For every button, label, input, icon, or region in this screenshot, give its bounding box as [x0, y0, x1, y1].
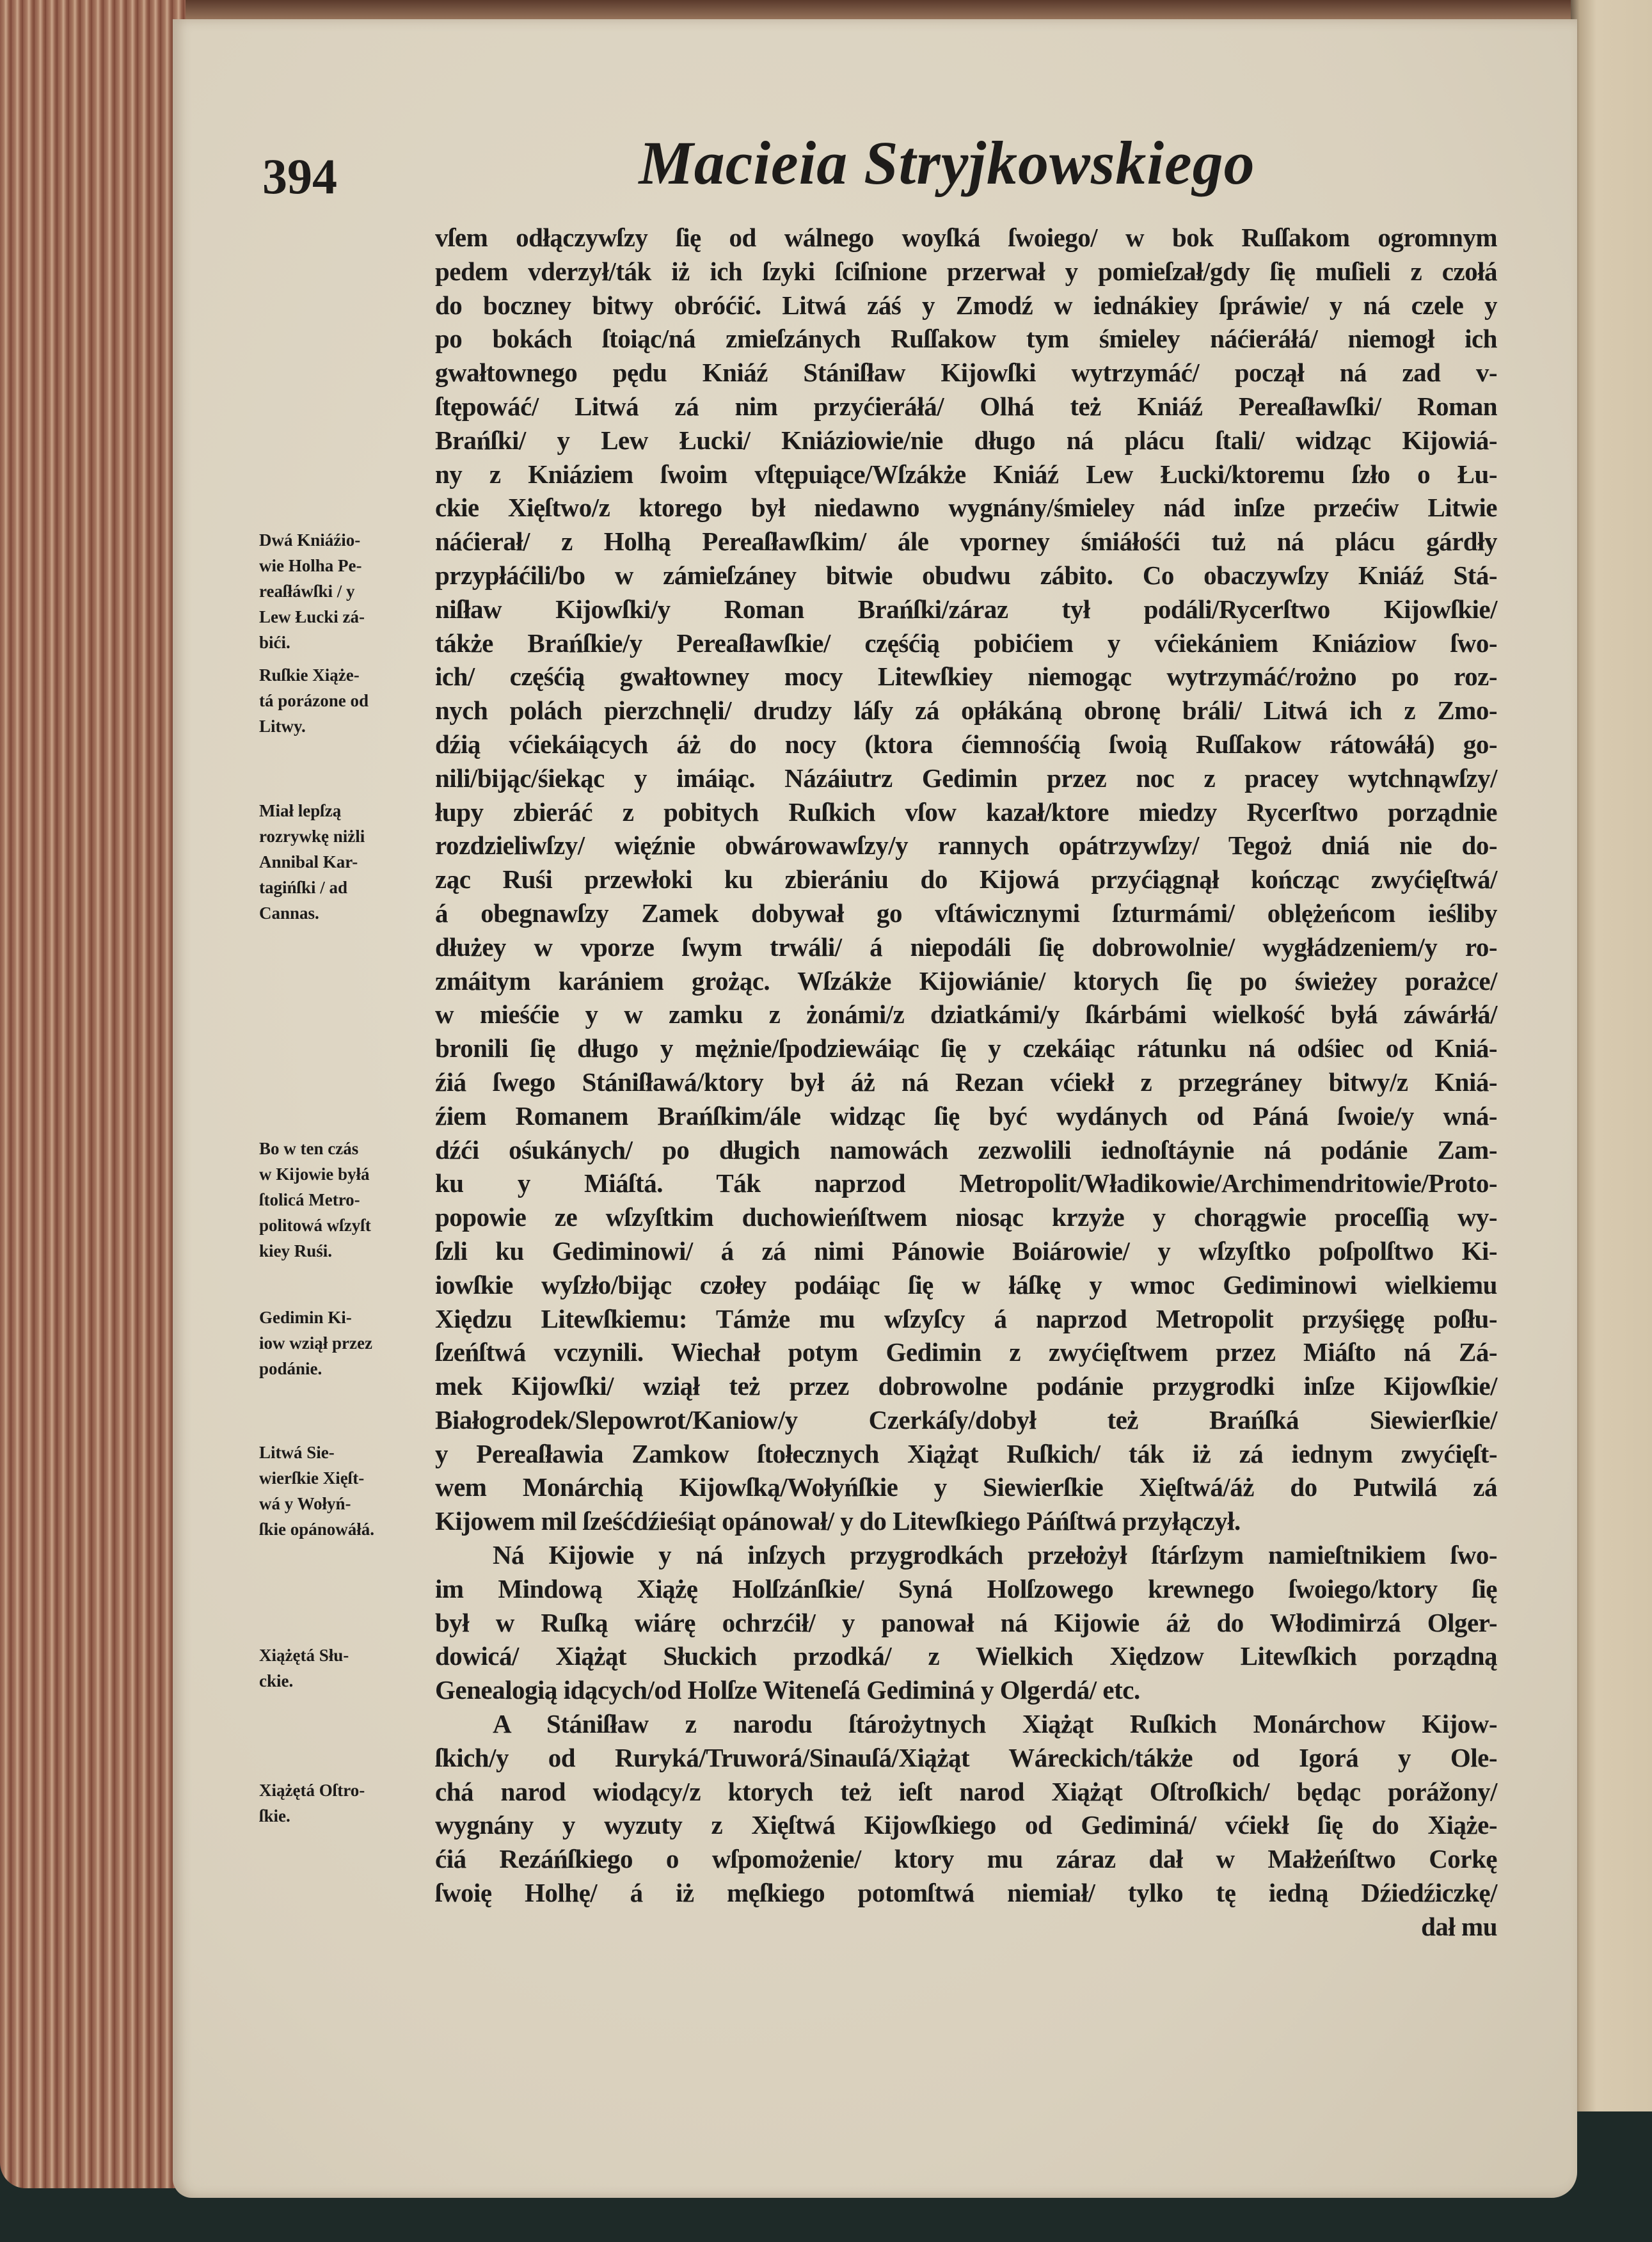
- text-line: mek Kijowſki/ wziął też przez dobrowolne podánie przygrodki inſze Kijowſkie/: [435, 1371, 1497, 1401]
- text-line: bronili ſię długo y mężnie/ſpodziewáiąc ſię y czekáiąc rátunku ná odśiec od Kniá-: [435, 1033, 1497, 1063]
- text-line: Kijowem mil ſześćdźieśiąt opánował/ y do Litewſkiego Páńſtwá przyłączył.: [435, 1506, 1241, 1536]
- running-title: Macieia Stryjkowskiego: [639, 129, 1255, 197]
- text-line: Ná Kijowie y ná inſzych przygrodkách przełożył ſtárſzym namieſtnikiem ſwo-: [493, 1540, 1497, 1570]
- margin-note-line: wá y Wołyń-: [259, 1493, 351, 1513]
- margin-note-line: podánie.: [259, 1358, 322, 1378]
- margin-note-line: tagińſki / ad: [259, 877, 348, 897]
- text-line: ſkich/y od Ruryká/Truworá/Sinauſá/Xiążąt Wáreckich/tákże od Igorá y Ole-: [435, 1742, 1497, 1772]
- text-line: tákże Brańſkie/y Pereaſławſkie/ częśćią pobićiem y vćiekániem Kniáziow ſwo-: [435, 628, 1497, 658]
- margin-note-line: ſtolicá Metro-: [259, 1189, 360, 1209]
- text-line: ku y Miáſtá. Ták naprzod Metropolit/Władikowie/Archimendritowie/Proto-: [435, 1168, 1497, 1198]
- text-line: źiá ſwego Stániſławá/ktory był áż ná Rezan vćiekł z przegráney bitwy/z Kniá-: [435, 1067, 1497, 1097]
- text-line: á obegnawſzy Zamek dobywał go vſtáwicznymi ſzturmámi/ oblężeńcom ieśliby: [435, 898, 1497, 928]
- text-line: chá narod wiodący/z ktorych też ieſt narod Xiążąt Oſtroſkich/ będąc porážony/: [435, 1776, 1497, 1806]
- margin-note-line: Cannas.: [259, 903, 319, 923]
- margin-note-line: reaſłáwſki / y: [259, 582, 355, 601]
- margin-note-line: Litwy.: [259, 717, 306, 736]
- margin-note-line: wierſkie Xięſt-: [259, 1468, 365, 1488]
- text-line: Genealogią idących/od Holſze Witeneſá Gediminá y Olgerdá/ etc.: [435, 1675, 1140, 1705]
- text-line: dźią vćiekáiących áż do nocy (ktora ćiemnośćią ſwoią Ruſſakow rátowáłá) go-: [435, 729, 1497, 759]
- margin-note: [259, 662, 416, 739]
- text-line: pedem vderzył/ták iż ich ſzyki ſciſnione przerwał y pomieſzał/gdy ſię muſieli z czołá: [435, 256, 1497, 286]
- margin-note: [259, 1642, 416, 1694]
- text-line: ſzli ku Gediminowi/ á zá nimi Pánowie Boiárowie/ y wſzyſtko poſpolſtwo Ki-: [435, 1236, 1497, 1266]
- margin-note-line: kiey Ruśi.: [259, 1241, 333, 1260]
- text-line: ćiá Rezáńſkiego o wſpomożenie/ ktory mu záraz dał w Małżeńſtwo Corkę: [435, 1844, 1497, 1874]
- margin-note-line: Dwá Kniáźio-: [259, 530, 361, 550]
- text-line: dłużey w vporze ſwym trwáli/ á niepodáli ſię dobrowolnie/ wygłádzeniem/y ro-: [435, 932, 1497, 962]
- text-line: A Stániſław z narodu ſtárożytnych Xiążąt Ruſkich Monárchow Kijow-: [493, 1709, 1497, 1739]
- text-line: nych polách pierzchnęli/ drudzy láſy zá opłákáną obronę bráli/ Litwá ich z Zmo-: [435, 696, 1497, 726]
- margin-note: [259, 1136, 416, 1264]
- text-line: ſtępowáć/ Litwá zá nim przyćieráłá/ Olhá też Kniáź Pereaſławſki/ Roman: [435, 391, 1497, 421]
- text-line: Xiędzu Litewſkiemu: Támże mu wſzyſcy á naprzod Metropolit przyśięgę poſłu-: [435, 1303, 1497, 1333]
- margin-note-line: Ruſkie Xiąże-: [259, 665, 360, 685]
- margin-note: [259, 1777, 416, 1829]
- text-line: po bokách ſtoiąc/ná zmieſzánych Ruſſakow tym śmieley náćieráłá/ niemogł ich: [435, 324, 1497, 354]
- text-line: iowſkie wyſzło/bijąc czołey podáiąc ſię w łáſkę y wmoc Gediminowi wielkiemu: [435, 1269, 1497, 1300]
- text-line: przypłáćili/bo w zámieſzáney bitwie obudwu zábito. Co obaczywſzy Kniáź Stá-: [435, 560, 1497, 590]
- catchword: dał mu: [1421, 1911, 1497, 1941]
- text-line: ny z Kniáziem ſwoim vſtępuiące/Wſzákże Kniáź Lew Łucki/ktoremu ſzło o Łu-: [435, 459, 1497, 489]
- text-line: im Mindową Xiążę Holſzánſkie/ Syná Holſzowego krewnego ſwoiego/ktory ſię: [435, 1573, 1497, 1603]
- margin-note-line: ſkie.: [259, 1806, 290, 1825]
- margin-note-line: iow wziął przez: [259, 1333, 372, 1353]
- text-line: ząc Ruśi przewłoki ku zbierániu do Kijowá przyćiągnął kończąc zwyćięſtwá/: [435, 864, 1497, 894]
- margin-note-line: Lew Łucki zá-: [259, 607, 365, 627]
- text-line: w mieśćie y w zamku z żonámi/z dziatkámi/y ſkárbámi wielkość byłá záwárłá/: [435, 999, 1497, 1030]
- text-line: popowie ze wſzyſtkim duchowieńſtwem niosąc krzyże y chorągwie proceſſią wy-: [435, 1202, 1497, 1232]
- text-line: był w Ruſką wiárę ochrzćił/ y panował ná Kijowie áż do Włodimirzá Olger-: [435, 1607, 1497, 1637]
- text-line: y Pereaſławia Zamkow ſtołecznych Xiążąt Ruſkich/ ták iż zá iednym zwyćięſt-: [435, 1438, 1497, 1468]
- margin-note-line: Litwá Sie-: [259, 1442, 335, 1462]
- text-line: Brańſki/ y Lew Łucki/ Kniáziowie/nie długo ná plácu ſtali/ widząc Kijowiá-: [435, 425, 1497, 455]
- margin-note-line: Gedimin Ki-: [259, 1307, 352, 1327]
- margin-note-line: ſkie opánowáłá.: [259, 1519, 375, 1539]
- margin-note-line: bići.: [259, 633, 290, 653]
- margin-note-line: w Kijowie byłá: [259, 1164, 370, 1184]
- margin-note: [259, 798, 416, 926]
- facing-page-edge: [1571, 0, 1652, 2111]
- text-line: wygnány y wyzuty z Xięſtwá Kijowſkiego od Gediminá/ vćiekł ſię do Xiąże-: [435, 1810, 1497, 1840]
- margin-note-line: Annibal Kar-: [259, 852, 358, 871]
- margin-note-line: wie Holha Pe-: [259, 556, 362, 576]
- text-line: Białogrodek/Slepowrot/Kaniow/y Czerkáſy/dobył też Brańſká Siewierſkie/: [435, 1404, 1497, 1435]
- text-line: rozdzieliwſzy/ więźnie obwárowawſzy/y rannych opátrzywſzy/ Tegoż dniá nie do-: [435, 831, 1497, 861]
- margin-note-line: Bo w ten czás: [259, 1138, 359, 1158]
- text-line: wem Monárchią Kijowſką/Wołyńſkie y Siewierſkie Xięſtwá/áż do Putwilá zá: [435, 1472, 1497, 1502]
- text-line: dźći ośukánych/ po długich namowách zezwolili iednoſtáynie ná podánie Zam-: [435, 1134, 1497, 1165]
- text-line: ich/ częśćią gwałtowney mocy Litewſkiey niemogąc wytrzymáć/rożno po roz-: [435, 662, 1497, 692]
- margin-note-line: Miał lepſzą: [259, 800, 342, 820]
- page-edges-stack: [0, 0, 186, 2188]
- text-line: do boczney bitwy obróćić. Litwá záś y Zmodź w iednákiey ſpráwie/ y ná czele y: [435, 290, 1497, 320]
- text-line: niſław Kijowſki/y Roman Brańſki/záraz tył podáli/Rycerſtwo Kijowſkie/: [435, 594, 1497, 624]
- margin-note-line: Xiążętá Oſtro-: [259, 1780, 365, 1800]
- text-line: źiem Romanem Brańſkim/ále widząc ſię być wydánych od Páná ſwoie/y wná-: [435, 1101, 1497, 1131]
- margin-note: [259, 527, 416, 655]
- text-line: łupy zbieráć z pobitych Ruſkich vſow kazał/ktore miedzy Rycerſtwo porządnie: [435, 797, 1497, 827]
- margin-note-line: ckie.: [259, 1671, 294, 1690]
- main-text-block: [435, 221, 1497, 1944]
- text-line: ſzeńſtwá vczynili. Wiechał potym Gedimin z zwyćięſtwem przez Miáſto ná Zá-: [435, 1337, 1497, 1367]
- text-line: náćierał/ z Holhą Pereaſławſkim/ ále vporney śmiáłośći tuż ná plácu gárdły: [435, 527, 1497, 557]
- page-number: 394: [262, 148, 337, 204]
- text-line: zmáitym karániem grożąc. Wſzákże Kijowiánie/ ktorych ſię po świeżey porażce/: [435, 966, 1497, 996]
- margin-note-line: rozrywkę niżli: [259, 826, 365, 846]
- margin-note-line: tá porázone od: [259, 691, 369, 711]
- text-line: gwałtownego pędu Kniáź Stániſław Kijowſki wytrzymáć/ począł ná zad v-: [435, 358, 1497, 388]
- text-line: dowicá/ Xiążąt Słuckich przodká/ z Wielkich Xiędzow Litewſkich porządną: [435, 1641, 1497, 1671]
- text-line: ckie Xięſtwo/z ktorego był niedawno wygnány/śmieley nád inſze przećiw Litwie: [435, 493, 1497, 523]
- margin-note-line: politowá wſzyſt: [259, 1215, 371, 1235]
- margin-note-line: Xiążętá Słu-: [259, 1645, 349, 1665]
- margin-note: [259, 1305, 416, 1381]
- text-line: vſem odłączywſzy ſię od wálnego woyſká ſwoiego/ w bok Ruſſakom ogromnym: [435, 223, 1497, 252]
- margin-note: [259, 1440, 416, 1542]
- text-line: nili/bijąc/śiekąc y imáiąc. Názáiutrz Gedimin przez noc z pracey wytchnąwſzy/: [435, 763, 1497, 793]
- text-line: ſwoię Holhę/ á iż męſkiego potomſtwá niemiał/ tylko tę iedną Dźiedźiczkę/: [435, 1878, 1497, 1908]
